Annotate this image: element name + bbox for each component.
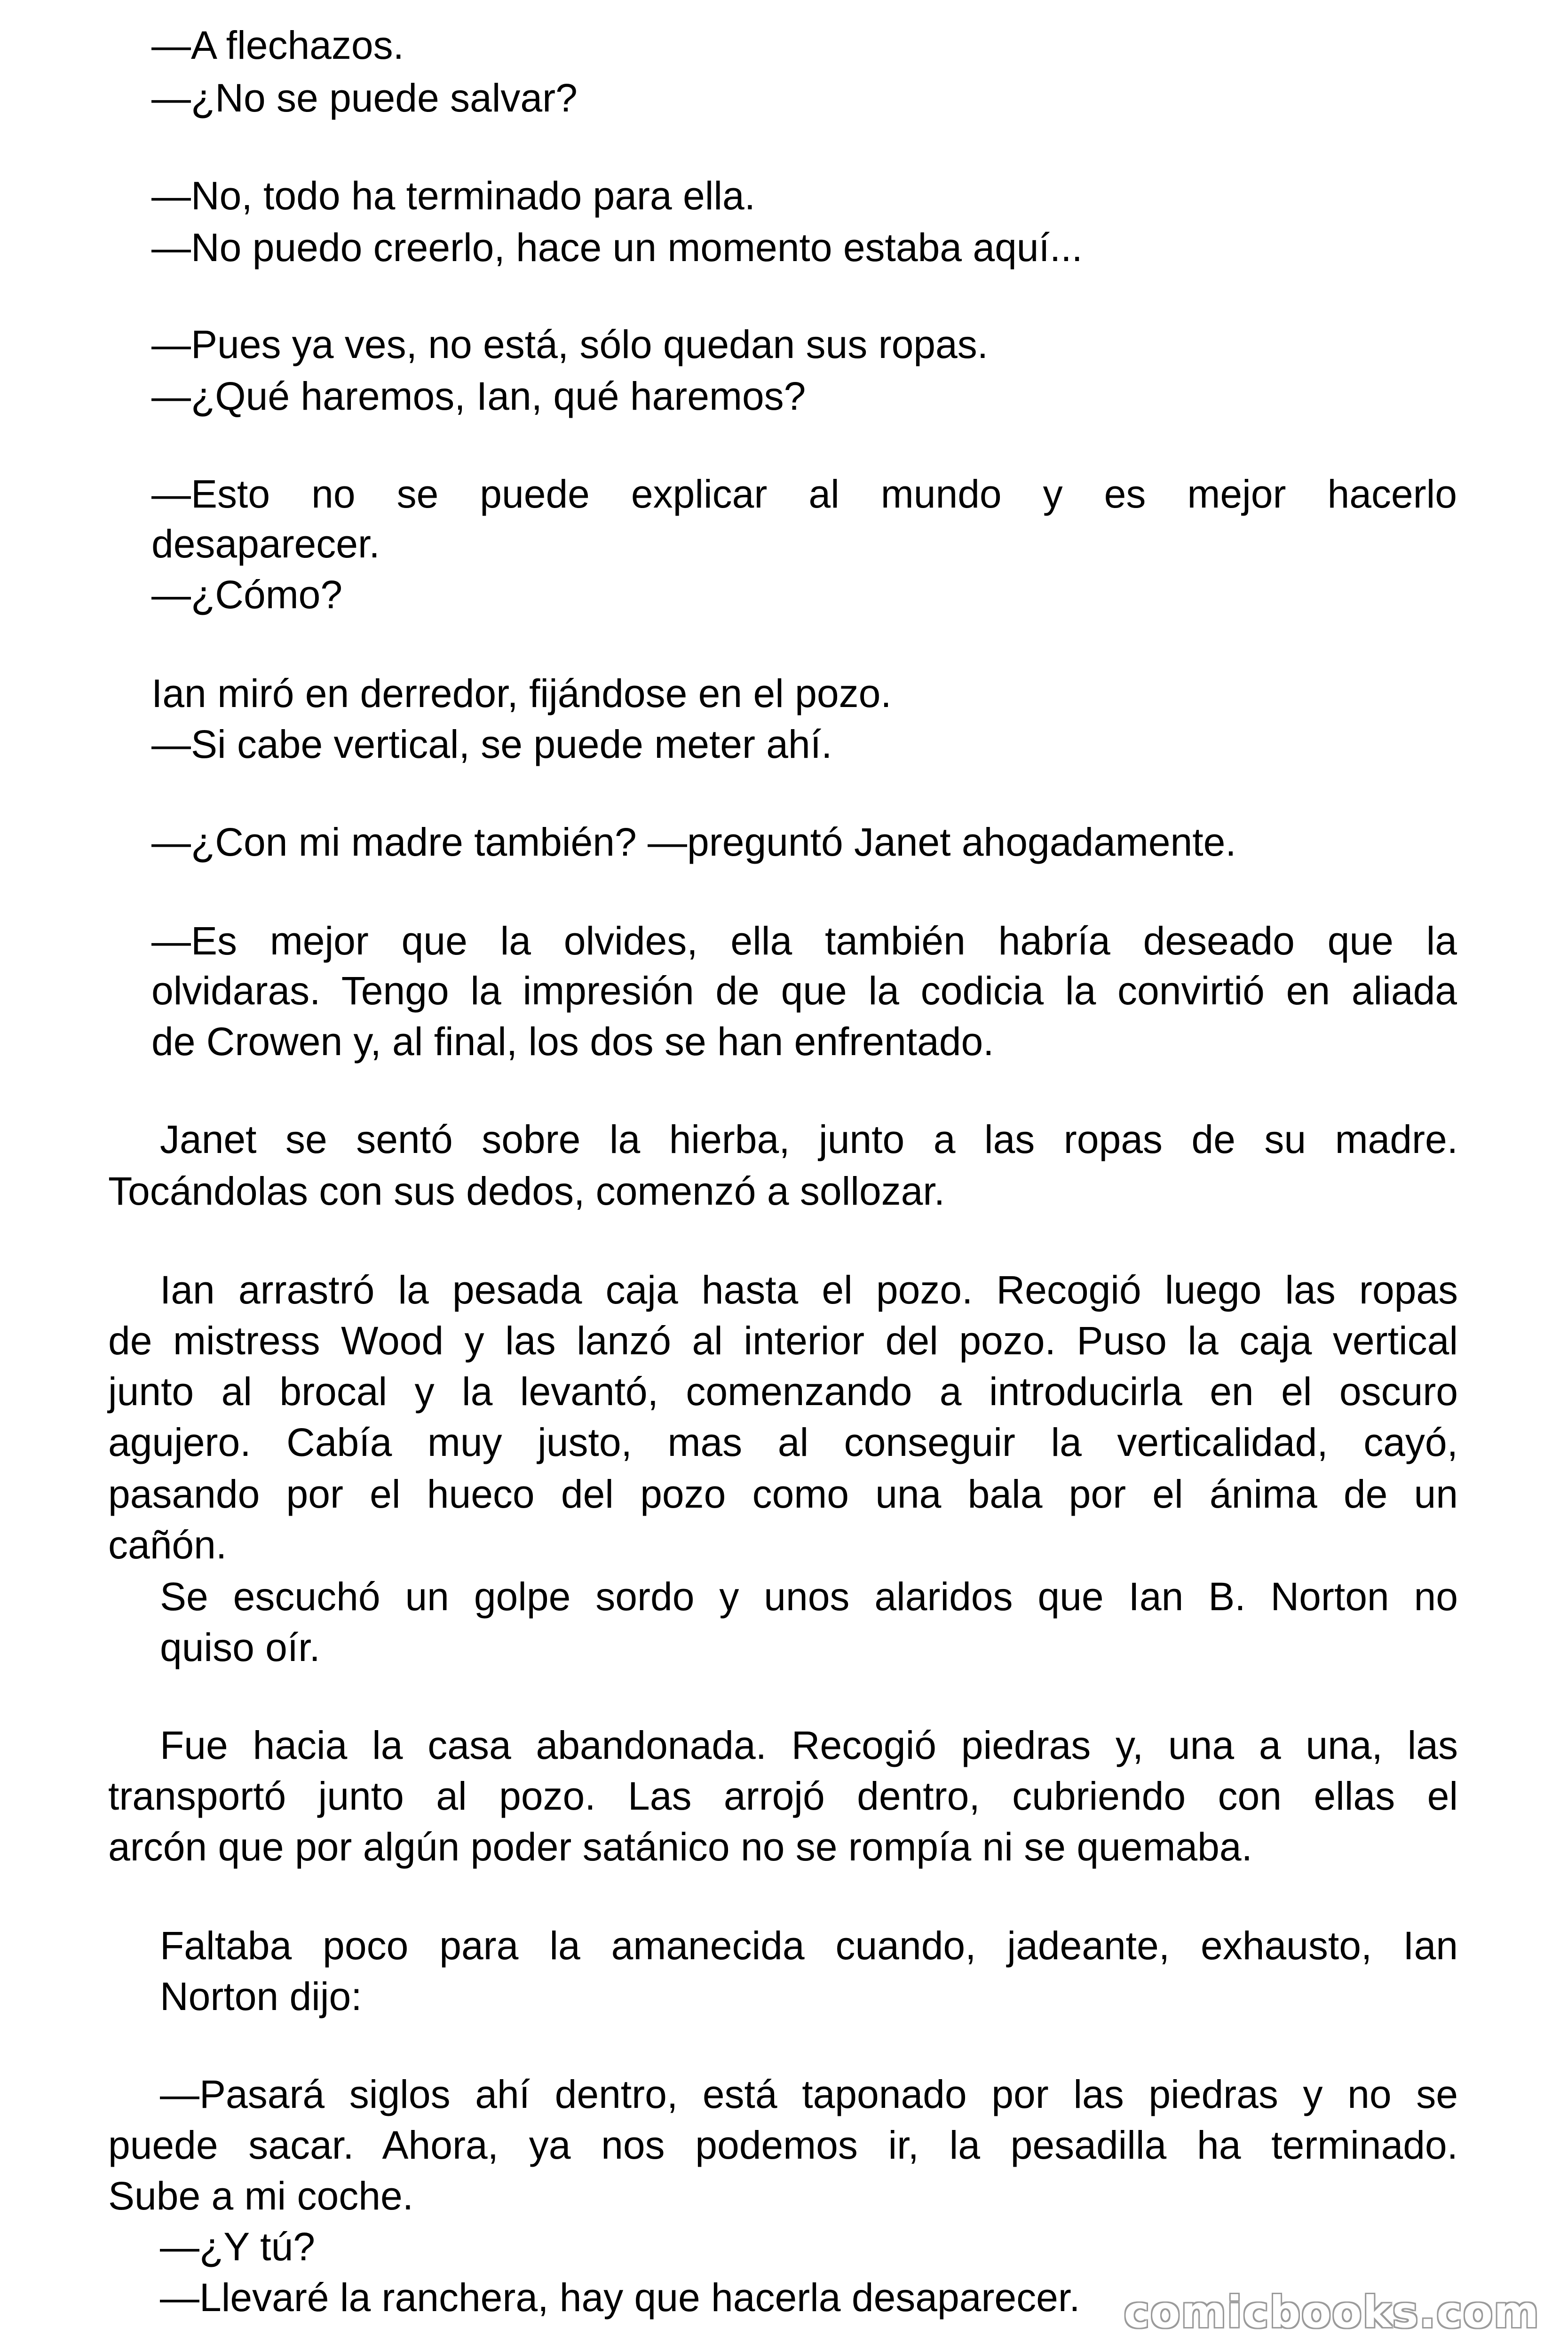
dialogue-line: —A flechazos. — [151, 23, 404, 67]
narration-line: Norton dijo: — [160, 1974, 362, 2018]
narration-line: pasando por el hueco del pozo como una bala por el ánima de un — [108, 1472, 1458, 1516]
watermark-logo: comicbooks.com — [1124, 2287, 1540, 2337]
dialogue-line: —Llevaré la ranchera, hay que hacerla desaparecer. — [160, 2275, 1080, 2320]
dialogue-line: —No puedo creerlo, hace un momento estaba aquí... — [151, 225, 1083, 270]
narration-line: Faltaba poco para la amanecida cuando, jadeante, exhausto, Ian — [160, 1923, 1458, 1968]
dialogue-line: puede sacar. Ahora, ya nos podemos ir, la pesadilla ha terminado. — [108, 2123, 1458, 2167]
dialogue-line: olvidaras. Tengo la impresión de que la codicia la convirtió en aliada — [151, 969, 1457, 1013]
narration-line: agujero. Cabía muy justo, mas al conseguir la verticalidad, cayó, — [108, 1420, 1458, 1464]
dialogue-line: —¿Con mi madre también? —preguntó Janet ahogadamente. — [151, 820, 1236, 864]
narration-line: cañón. — [108, 1523, 227, 1567]
dialogue-line: —Pues ya ves, no está, sólo quedan sus ropas. — [151, 322, 989, 366]
dialogue-line: —Si cabe vertical, se puede meter ahí. — [151, 722, 832, 766]
dialogue-line: —Esto no se puede explicar al mundo y es mejor hacerlo — [151, 472, 1457, 516]
narration-line: Se escuchó un golpe sordo y unos alaridos que Ian B. Norton no — [160, 1574, 1458, 1619]
narration-line: Fue hacia la casa abandonada. Recogió piedras y, una a una, las — [160, 1723, 1458, 1767]
narration-line: Tocándolas con sus dedos, comenzó a sollozar. — [108, 1169, 945, 1213]
dialogue-line: desaparecer. — [151, 522, 380, 566]
dialogue-line: —¿Qué haremos, Ian, qué haremos? — [151, 374, 806, 418]
dialogue-line: —No, todo ha terminado para ella. — [151, 174, 756, 218]
dialogue-line: —¿Cómo? — [151, 572, 343, 617]
dialogue-line: de Crowen y, al final, los dos se han enfrentado. — [151, 1019, 994, 1064]
narration-line: transportó junto al pozo. Las arrojó dentro, cubriendo con ellas el — [108, 1774, 1458, 1818]
dialogue-line: —¿Y tú? — [160, 2225, 315, 2269]
narration-line: junto al brocal y la levantó, comenzando a introducirla en el oscuro — [108, 1369, 1458, 1414]
narration-line: de mistress Wood y las lanzó al interior del pozo. Puso la caja vertical — [108, 1319, 1458, 1363]
dialogue-line: —Es mejor que la olvides, ella también habría deseado que la — [151, 919, 1457, 963]
narration-line: quiso oír. — [160, 1625, 320, 1669]
narration-line: Ian arrastró la pesada caja hasta el pozo. Recogió luego las ropas — [160, 1268, 1458, 1312]
dialogue-line: —Pasará siglos ahí dentro, está taponado por las piedras y no se — [160, 2072, 1458, 2116]
dialogue-line: —¿No se puede salvar? — [151, 76, 578, 120]
narration-line: Janet se sentó sobre la hierba, junto a las ropas de su madre. — [160, 1117, 1458, 1161]
narration-line: Ian miró en derredor, fijándose en el pozo. — [151, 671, 892, 715]
narration-line: arcón que por algún poder satánico no se rompía ni se quemaba. — [108, 1825, 1252, 1869]
dialogue-line: Sube a mi coche. — [108, 2174, 414, 2218]
